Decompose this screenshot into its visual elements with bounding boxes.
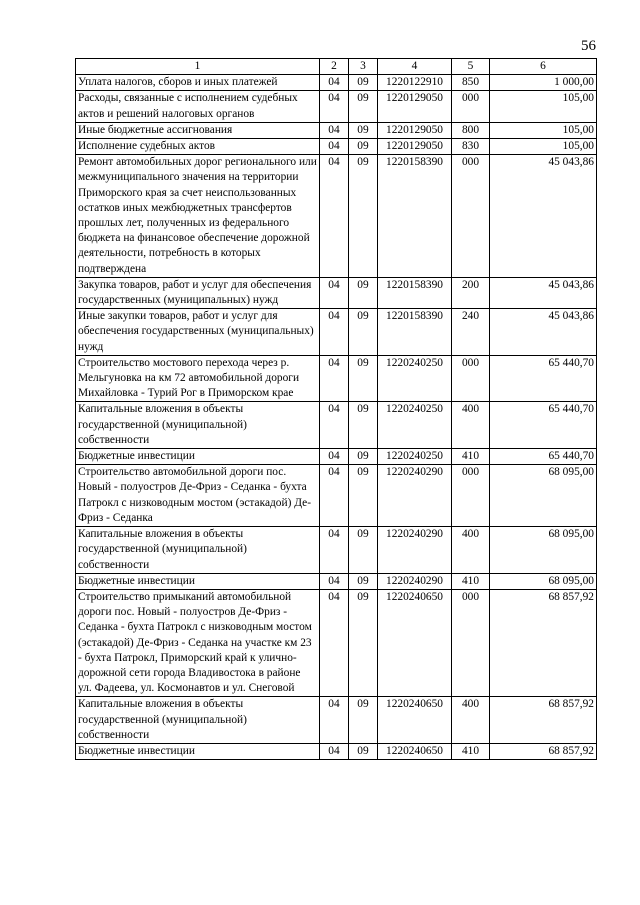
header-cell: 1 bbox=[76, 59, 320, 75]
table-row bbox=[76, 122, 597, 138]
subsection-code-cell: 09 bbox=[349, 155, 378, 278]
expense-type-cell: 000 bbox=[452, 465, 490, 527]
target-article-cell: 1220129050 bbox=[378, 91, 452, 122]
subsection-code-cell: 09 bbox=[349, 122, 378, 138]
table-row bbox=[76, 309, 597, 356]
section-code-cell: 04 bbox=[320, 697, 349, 744]
section-code-cell: 04 bbox=[320, 465, 349, 527]
target-article-cell: 1220158390 bbox=[378, 309, 452, 356]
amount-cell: 65 440,70 bbox=[490, 449, 597, 465]
amount-cell: 68 857,92 bbox=[490, 697, 597, 744]
row-name-cell: Бюджетные инвестиции bbox=[76, 449, 320, 465]
header-cell: 5 bbox=[452, 59, 490, 75]
target-article-cell: 1220240650 bbox=[378, 589, 452, 696]
subsection-code-cell: 09 bbox=[349, 139, 378, 155]
section-code-cell: 04 bbox=[320, 743, 349, 759]
table-header bbox=[76, 59, 597, 75]
subsection-code-cell: 09 bbox=[349, 527, 378, 574]
row-name-cell: Расходы, связанные с исполнением судебных актов и решений налоговых органов bbox=[76, 91, 320, 122]
expense-type-cell: 400 bbox=[452, 527, 490, 574]
header-cell: 3 bbox=[349, 59, 378, 75]
subsection-code-cell: 09 bbox=[349, 573, 378, 589]
section-code-cell: 04 bbox=[320, 402, 349, 449]
expense-type-cell: 410 bbox=[452, 449, 490, 465]
row-name-cell: Строительство автомобильной дороги пос. Новый - полуостров Де-Фриз - Седанка - бухта Патрокл с низководным мостом (эстакадой) Де-Фриз - Седанка bbox=[76, 465, 320, 527]
target-article-cell: 1220240650 bbox=[378, 743, 452, 759]
section-code-cell: 04 bbox=[320, 91, 349, 122]
amount-cell: 68 857,92 bbox=[490, 589, 597, 696]
row-name-cell: Строительство мостового перехода через р. Мельгуновка на км 72 автомобильной дороги Михайловка - Турий Рог в Приморском крае bbox=[76, 355, 320, 402]
expense-type-cell: 000 bbox=[452, 91, 490, 122]
expense-type-cell: 850 bbox=[452, 75, 490, 91]
section-code-cell: 04 bbox=[320, 589, 349, 696]
expense-type-cell: 240 bbox=[452, 309, 490, 356]
table-row bbox=[76, 355, 597, 402]
expense-type-cell: 830 bbox=[452, 139, 490, 155]
amount-cell: 68 095,00 bbox=[490, 465, 597, 527]
subsection-code-cell: 09 bbox=[349, 589, 378, 696]
table-row bbox=[76, 465, 597, 527]
table-row bbox=[76, 527, 597, 574]
target-article-cell: 1220158390 bbox=[378, 277, 452, 308]
section-code-cell: 04 bbox=[320, 139, 349, 155]
row-name-cell: Капитальные вложения в объекты государственной (муниципальной) собственности bbox=[76, 402, 320, 449]
header-cell: 6 bbox=[490, 59, 597, 75]
header-cell: 2 bbox=[320, 59, 349, 75]
subsection-code-cell: 09 bbox=[349, 75, 378, 91]
amount-cell: 45 043,86 bbox=[490, 277, 597, 308]
expense-type-cell: 400 bbox=[452, 697, 490, 744]
target-article-cell: 1220240650 bbox=[378, 697, 452, 744]
row-name-cell: Капитальные вложения в объекты государственной (муниципальной) собственности bbox=[76, 697, 320, 744]
expense-type-cell: 400 bbox=[452, 402, 490, 449]
table-row bbox=[76, 277, 597, 308]
expense-type-cell: 000 bbox=[452, 589, 490, 696]
table-row bbox=[76, 589, 597, 696]
section-code-cell: 04 bbox=[320, 309, 349, 356]
row-name-cell: Уплата налогов, сборов и иных платежей bbox=[76, 75, 320, 91]
expense-type-cell: 410 bbox=[452, 743, 490, 759]
amount-cell: 68 095,00 bbox=[490, 527, 597, 574]
section-code-cell: 04 bbox=[320, 449, 349, 465]
row-name-cell: Бюджетные инвестиции bbox=[76, 743, 320, 759]
table-body bbox=[76, 75, 597, 760]
header-row bbox=[76, 59, 597, 75]
expense-type-cell: 000 bbox=[452, 155, 490, 278]
subsection-code-cell: 09 bbox=[349, 697, 378, 744]
row-name-cell: Капитальные вложения в объекты государственной (муниципальной) собственности bbox=[76, 527, 320, 574]
target-article-cell: 1220129050 bbox=[378, 122, 452, 138]
section-code-cell: 04 bbox=[320, 122, 349, 138]
table-row bbox=[76, 573, 597, 589]
target-article-cell: 1220129050 bbox=[378, 139, 452, 155]
row-name-cell: Бюджетные инвестиции bbox=[76, 573, 320, 589]
target-article-cell: 1220240250 bbox=[378, 355, 452, 402]
amount-cell: 105,00 bbox=[490, 122, 597, 138]
amount-cell: 45 043,86 bbox=[490, 309, 597, 356]
amount-cell: 45 043,86 bbox=[490, 155, 597, 278]
section-code-cell: 04 bbox=[320, 155, 349, 278]
subsection-code-cell: 09 bbox=[349, 277, 378, 308]
section-code-cell: 04 bbox=[320, 75, 349, 91]
amount-cell: 1 000,00 bbox=[490, 75, 597, 91]
header-cell: 4 bbox=[378, 59, 452, 75]
amount-cell: 105,00 bbox=[490, 139, 597, 155]
subsection-code-cell: 09 bbox=[349, 355, 378, 402]
table-row bbox=[76, 697, 597, 744]
expense-type-cell: 800 bbox=[452, 122, 490, 138]
target-article-cell: 1220158390 bbox=[378, 155, 452, 278]
row-name-cell: Закупка товаров, работ и услуг для обеспечения государственных (муниципальных) нужд bbox=[76, 277, 320, 308]
table-row bbox=[76, 139, 597, 155]
budget-table bbox=[75, 58, 597, 760]
amount-cell: 105,00 bbox=[490, 91, 597, 122]
target-article-cell: 1220240250 bbox=[378, 449, 452, 465]
page-number: 56 bbox=[581, 38, 596, 54]
row-name-cell: Иные закупки товаров, работ и услуг для обеспечения государственных (муниципальных) нужд bbox=[76, 309, 320, 356]
table-row bbox=[76, 449, 597, 465]
table-row bbox=[76, 91, 597, 122]
subsection-code-cell: 09 bbox=[349, 402, 378, 449]
amount-cell: 68 095,00 bbox=[490, 573, 597, 589]
subsection-code-cell: 09 bbox=[349, 449, 378, 465]
subsection-code-cell: 09 bbox=[349, 309, 378, 356]
row-name-cell: Строительство примыканий автомобильной дороги пос. Новый - полуостров Де-Фриз - Седанка - бухта Патрокл с низководным мостом (эстакадой) Де-Фриз - Седанка на участке км 23 - бухта Патрокл, Приморский край к улично-дорожной сети города Владивостока в районе ул. Фадеева, ул. Космонавтов и ул. Снеговой bbox=[76, 589, 320, 696]
target-article-cell: 1220122910 bbox=[378, 75, 452, 91]
row-name-cell: Ремонт автомобильных дорог регионального или межмуниципального значения на территории Приморского края за счет неиспользованных остатков иных межбюджетных трансфертов прошлых лет, полученных из федерального бюджета на финансовое обеспечение дорожной деятельности, потребность в которых подтверждена bbox=[76, 155, 320, 278]
subsection-code-cell: 09 bbox=[349, 91, 378, 122]
target-article-cell: 1220240290 bbox=[378, 573, 452, 589]
amount-cell: 68 857,92 bbox=[490, 743, 597, 759]
section-code-cell: 04 bbox=[320, 277, 349, 308]
expense-type-cell: 410 bbox=[452, 573, 490, 589]
section-code-cell: 04 bbox=[320, 527, 349, 574]
table-row bbox=[76, 402, 597, 449]
expense-type-cell: 200 bbox=[452, 277, 490, 308]
section-code-cell: 04 bbox=[320, 355, 349, 402]
target-article-cell: 1220240290 bbox=[378, 527, 452, 574]
target-article-cell: 1220240290 bbox=[378, 465, 452, 527]
expense-type-cell: 000 bbox=[452, 355, 490, 402]
row-name-cell: Исполнение судебных актов bbox=[76, 139, 320, 155]
amount-cell: 65 440,70 bbox=[490, 402, 597, 449]
table-row bbox=[76, 743, 597, 759]
table-row bbox=[76, 75, 597, 91]
row-name-cell: Иные бюджетные ассигнования bbox=[76, 122, 320, 138]
target-article-cell: 1220240250 bbox=[378, 402, 452, 449]
subsection-code-cell: 09 bbox=[349, 465, 378, 527]
amount-cell: 65 440,70 bbox=[490, 355, 597, 402]
table-row bbox=[76, 155, 597, 278]
section-code-cell: 04 bbox=[320, 573, 349, 589]
subsection-code-cell: 09 bbox=[349, 743, 378, 759]
